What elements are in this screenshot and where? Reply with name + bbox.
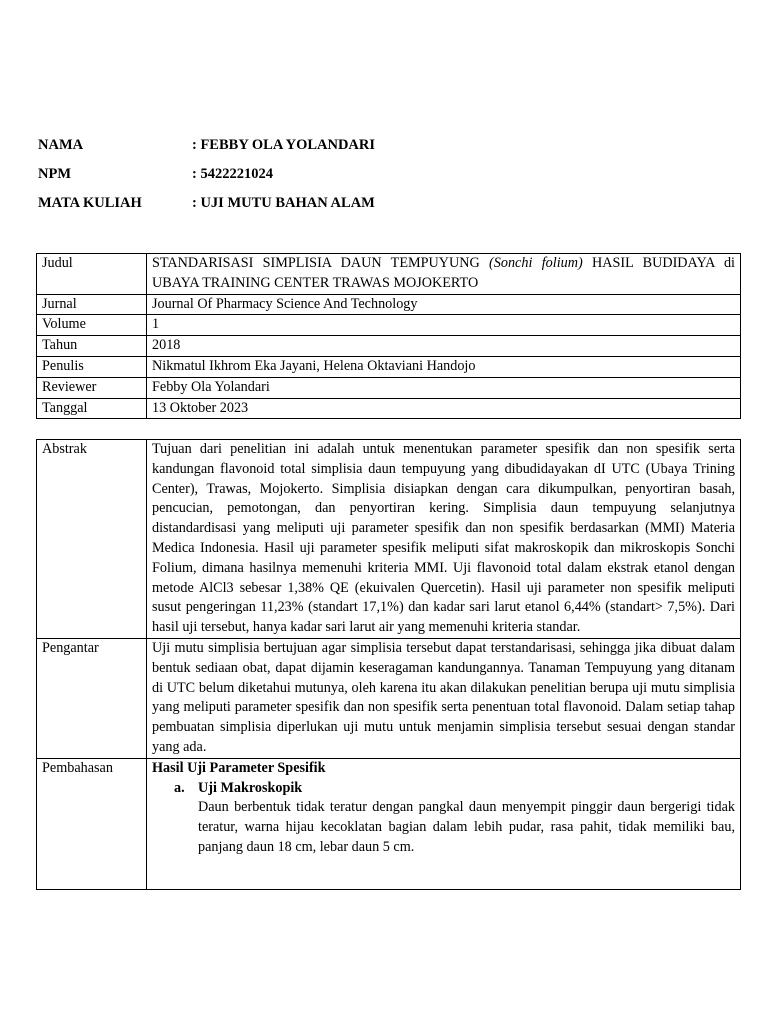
jurnal-value: Journal Of Pharmacy Science And Technology <box>147 294 741 315</box>
npm-row <box>38 166 638 195</box>
nama-value: : FEBBY OLA YOLANDARI <box>192 137 376 153</box>
penulis-value: Nikmatul Ikhrom Eka Jayani, Helena Oktaviani Handojo <box>147 356 741 377</box>
reviewer-label: Reviewer <box>37 377 147 398</box>
pengantar-text: Uji mutu simplisia bertujuan agar simplisia tersebut dapat terstandarisasi, sehingga jika dibuat dalam bentuk sediaan obat, dapat dijamin keseragaman kandungannya. Tanaman Tempuyung yang ditanam di UTC belum diketahui mutunya, oleh karena itu akan dilakukan penelitian berupa uji mutu simplisia yang meliputi parameter spesifik dan non spesifik serta penentuan total flavonoid. Dalam setiap tahap pembuatan simplisia diperlukan uji mutu untuk menjamin simplisia tersebut sesuai dengan standar yang ada. <box>147 638 741 758</box>
metadata-table <box>36 253 741 419</box>
npm-label: NPM <box>38 166 72 182</box>
pembahasan-cell <box>147 758 741 889</box>
npm-value: : 5422221024 <box>192 166 273 182</box>
volume-label: Volume <box>37 315 147 336</box>
reviewer-value: Febby Ola Yolandari <box>147 377 741 398</box>
abstrak-row <box>37 440 741 639</box>
tahun-value: 2018 <box>147 336 741 357</box>
jurnal-row <box>37 294 741 315</box>
tanggal-value: 13 Oktober 2023 <box>147 398 741 419</box>
sub-section-marker: a. <box>174 779 185 796</box>
mata-kuliah-value: : UJI MUTU BAHAN ALAM <box>192 195 375 211</box>
abstrak-label: Abstrak <box>37 440 147 639</box>
sub-section-heading <box>152 779 735 799</box>
pembahasan-heading: Hasil Uji Parameter Spesifik <box>152 759 326 776</box>
tahun-label: Tahun <box>37 336 147 357</box>
judul-row <box>37 254 741 295</box>
mata-kuliah-label: MATA KULIAH <box>38 195 142 211</box>
judul-italic-part: (Sonchi folium) <box>489 255 583 271</box>
tanggal-row <box>37 398 741 419</box>
pengantar-row <box>37 638 741 758</box>
judul-text-part-2: HASIL BUDIDAYA di UBAYA TRAINING CENTER TRAWAS MOJOKERTO <box>152 255 735 291</box>
mata-kuliah-row <box>38 195 638 224</box>
pembahasan-row <box>37 758 741 889</box>
abstrak-text: Tujuan dari penelitian ini adalah untuk menentukan parameter spesifik dan non spesifik serta kandungan flavonoid total simplisia daun tempuyung yang dibudidayakan dI UTC (Ubaya Trining Center), Trawas, Mojokerto. Simplisia disiapkan dengan cara dikumpulkan, penyortiran basah, pencucian, pemotongan, dan penyortiran kering. Simplisia daun tempuyung selanjutnya distandardisasi yang meliputi uji parameter spesifik dan non spesifik berdasarkan (MMI) Materia Medica Indonesia. Hasil uji parameter spesifik meliputi sifat makroskopik dan mikroskopis Sonchi Folium, dimana hasilnya memenuhi kriteria MMI. Uji flavonoid total dalam ekstrak etanol dengan metode AlCl3 sebesar 1,38% QE (ekuivalen Quercetin). Hasil uji parameter non spesifik meliputi susut pengeringan 11,23% (standart 17,1%) dan kadar sari larut etanol 6,44% (standart> 7,5%). Dari hasil uji tersebut, hanya kadar sari larut air yang memenuhi kriteria standar. <box>147 440 741 639</box>
jurnal-label: Jurnal <box>37 294 147 315</box>
sub-section-text: Daun berbentuk tidak teratur dengan pangkal daun menyempit pinggir daun bergerigi tidak teratur, warna hijau kecoklatan bagian dalam lebih pudar, rasa pahit, tidak memiliki bau, panjang daun 18 cm, lebar daun 5 cm. <box>198 799 735 855</box>
volume-row <box>37 315 741 336</box>
penulis-row <box>37 356 741 377</box>
nama-row <box>38 137 638 166</box>
tahun-row <box>37 336 741 357</box>
judul-label: Judul <box>37 254 147 295</box>
identity-block <box>38 137 638 224</box>
penulis-label: Penulis <box>37 356 147 377</box>
judul-value <box>147 254 741 295</box>
review-content-table <box>36 439 741 890</box>
tanggal-label: Tanggal <box>37 398 147 419</box>
volume-value: 1 <box>147 315 741 336</box>
reviewer-row <box>37 377 741 398</box>
pengantar-label: Pengantar <box>37 638 147 758</box>
judul-text-part-1: STANDARISASI SIMPLISIA DAUN TEMPUYUNG <box>152 255 490 271</box>
nama-label: NAMA <box>38 137 84 153</box>
pembahasan-label: Pembahasan <box>37 758 147 889</box>
sub-section-title: Uji Makroskopik <box>198 779 303 796</box>
